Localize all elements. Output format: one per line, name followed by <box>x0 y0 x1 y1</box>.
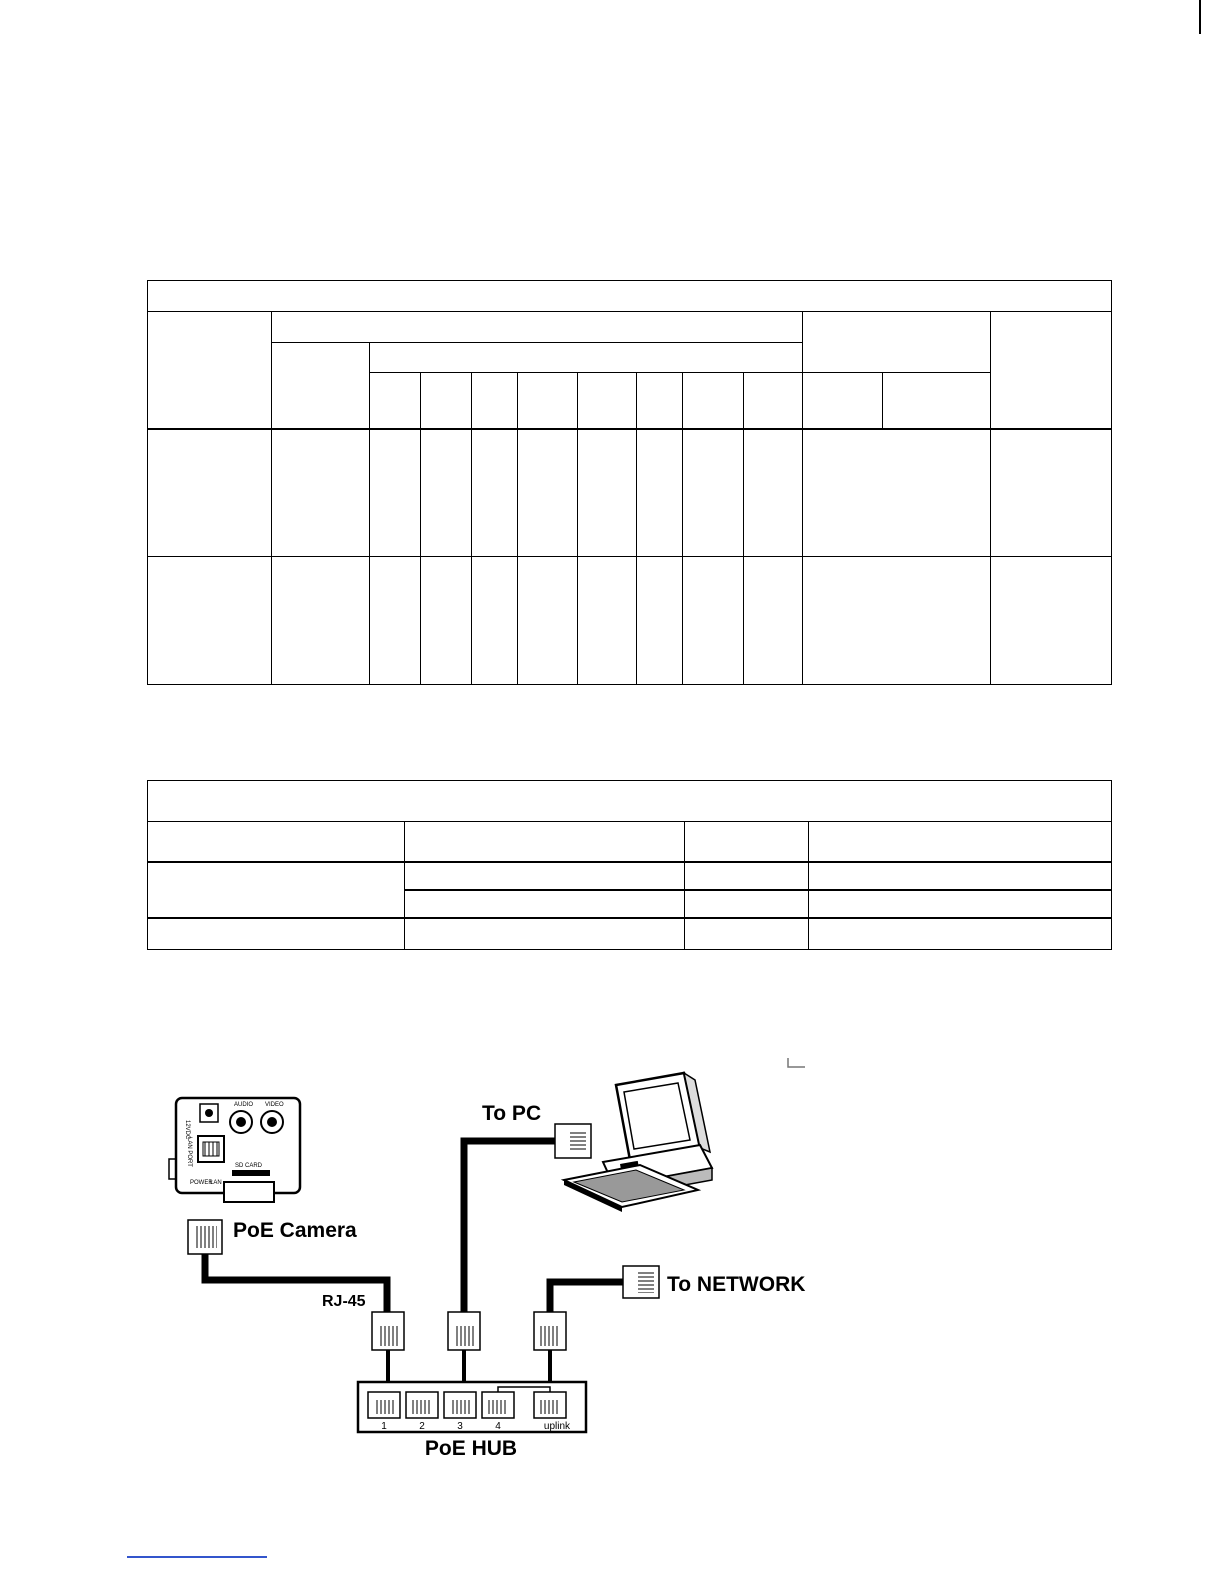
corner-mark <box>788 1058 805 1067</box>
pc-cable <box>464 1141 555 1312</box>
hub-plug-3-icon <box>448 1312 480 1350</box>
camera-power-label: POWER <box>190 1180 213 1186</box>
poe-hub <box>358 1382 586 1432</box>
camera-dc-label: 12VDC <box>184 1120 190 1140</box>
hub-port-label-1: 1 <box>381 1421 387 1432</box>
camera-lan-label: LAN <box>210 1180 222 1186</box>
to-network-label: To NETWORK <box>667 1273 806 1296</box>
hub-port-label-3: 3 <box>457 1421 463 1432</box>
camera-video-label: VIDEO <box>265 1102 284 1108</box>
camera-lan-port-label: LAN PORT <box>186 1137 192 1167</box>
hub-plug-uplink-icon <box>534 1312 566 1350</box>
hub-port-label-uplink: uplink <box>543 1421 571 1432</box>
network-plug-icon <box>623 1266 659 1298</box>
poe-camera-label: PoE Camera <box>233 1219 357 1242</box>
pc-plug-icon <box>555 1124 591 1158</box>
poe-hub-label: PoE HUB <box>424 1437 518 1460</box>
network-cable <box>550 1282 624 1312</box>
camera-audio-label: AUDIO <box>234 1102 254 1108</box>
hub-port-label-2: 2 <box>419 1421 425 1432</box>
hub-plug-1-icon <box>372 1312 404 1350</box>
footer-link-underline <box>127 1556 267 1558</box>
rj45-label: RJ-45 <box>322 1293 366 1310</box>
poe-camera <box>169 1098 300 1202</box>
camera-rj45-plug-icon <box>188 1220 222 1254</box>
to-pc-label: To PC <box>482 1102 542 1125</box>
camera-sd-card-label: SD CARD <box>235 1163 263 1169</box>
hub-port-label-4: 4 <box>495 1421 501 1432</box>
